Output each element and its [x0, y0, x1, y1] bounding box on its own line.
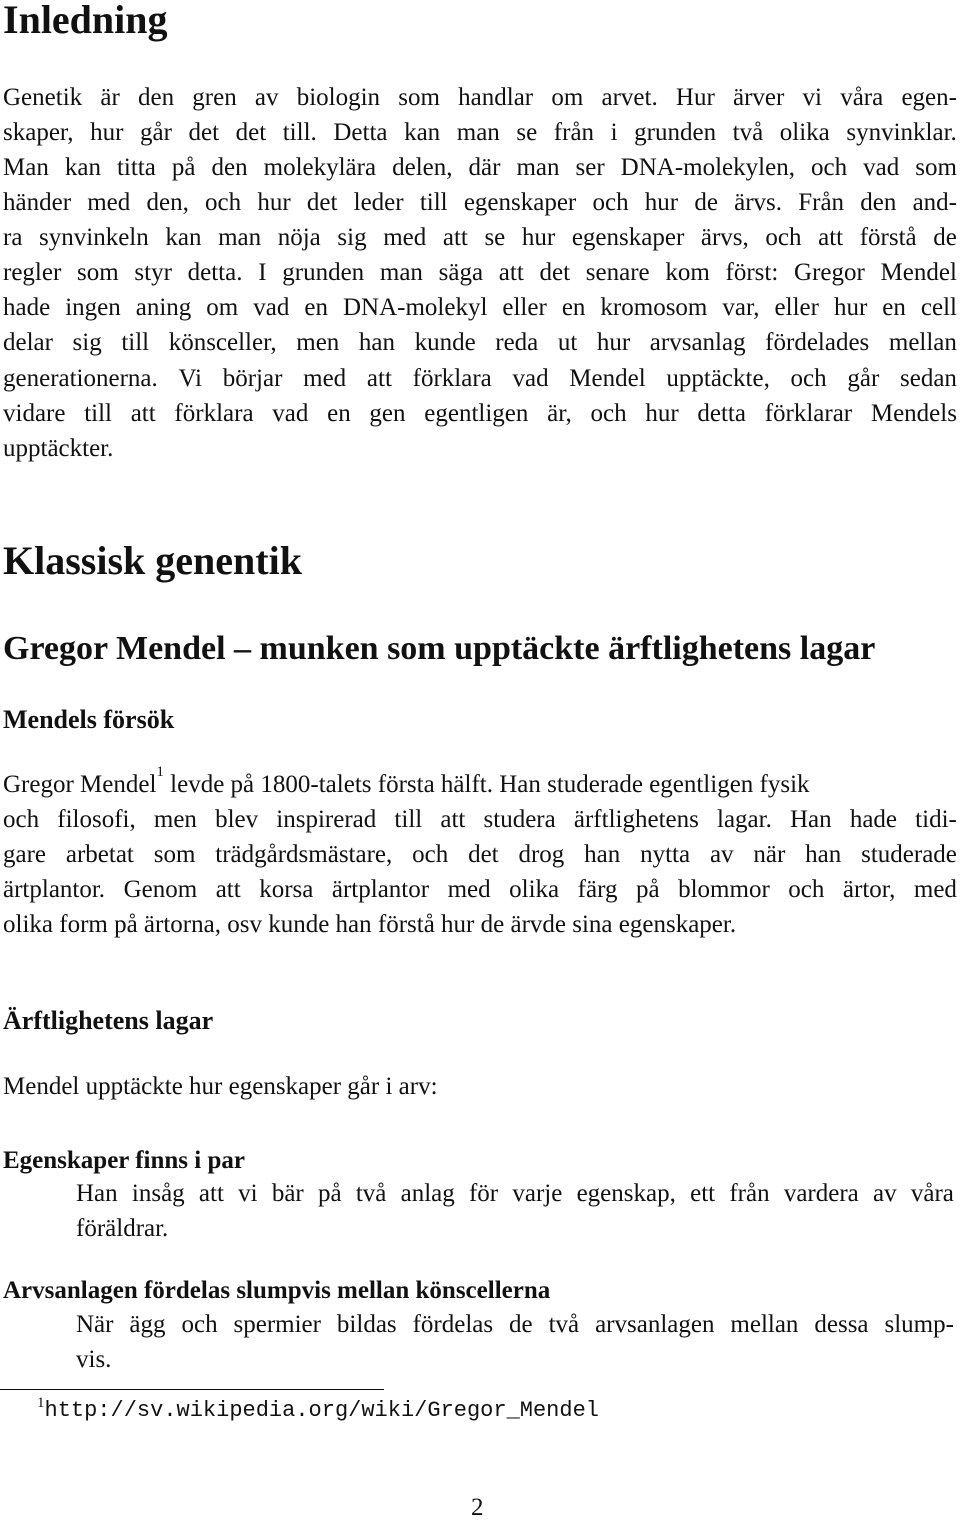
forsok-first-line	[3, 764, 957, 798]
item1-title: Egenskaper finns i par	[3, 1147, 245, 1174]
paragraph-line: hade ingen aning om vad en DNA-molekyl eller en kromosom var, eller hur en cell	[3, 294, 957, 321]
subsubsection-heading-lagar: Ärftlighetens lagar	[3, 1006, 214, 1035]
paragraph-line: ra synvinkeln kan man nöja sig med att se hur egenskaper ärvs, och att förstå de	[3, 224, 957, 251]
paragraph-line: vis.	[76, 1346, 112, 1373]
paragraph-line: ärtplantor. Genom att korsa ärtplantor med olika färg på blommor och ärtor, med	[3, 876, 957, 903]
paragraph-line: När ägg och spermier bildas fördelas de två arvsanlagen mellan dessa slump-	[76, 1311, 954, 1338]
footnote-mark: 1	[37, 1395, 45, 1411]
lagar-intro: Mendel upptäckte hur egenskaper går i arv:	[3, 1073, 438, 1100]
forsok-line1-a: Gregor Mendel	[3, 771, 157, 798]
paragraph-line: gare arbetat som trädgårdsmästare, och det drog han nytta av när han studerade	[3, 841, 957, 868]
paragraph-line: upptäckter.	[3, 435, 114, 462]
paragraph-line: Genetik är den gren av biologin som handlar om arvet. Hur ärver vi våra egen-	[3, 84, 957, 111]
footnote-reference: 1	[156, 764, 164, 780]
paragraph-line: generationerna. Vi börjar med att förklara vad Mendel upptäckte, och går sedan	[3, 365, 957, 392]
subsection-heading-mendel: Gregor Mendel – munken som upptäckte ärftlighetens lagar	[3, 630, 876, 667]
paragraph-line: delar sig till könsceller, men han kunde reda ut hur arvsanlag fördelades mellan	[3, 329, 957, 356]
paragraph-line: vidare till att förklara vad en gen egentligen är, och hur detta förklarar Mendels	[3, 400, 957, 427]
paragraph-line: Han insåg att vi bär på två anlag för varje egenskap, ett från vardera av våra	[76, 1180, 954, 1207]
footnote	[37, 1395, 599, 1423]
section-heading-inledning: Inledning	[3, 0, 168, 42]
subsubsection-heading-forsok: Mendels försök	[3, 705, 175, 734]
footnote-url[interactable]: http://sv.wikipedia.org/wiki/Gregor_Mendel	[44, 1398, 599, 1423]
section-heading-klassisk: Klassisk genentik	[3, 538, 302, 583]
paragraph-line: Man kan titta på den molekylära delen, där man ser DNA-molekylen, och vad som	[3, 154, 957, 181]
paragraph-line: föräldrar.	[76, 1215, 169, 1242]
paragraph-line: skaper, hur går det det till. Detta kan man se från i grunden två olika synvinklar.	[3, 119, 957, 146]
footnote-rule	[0, 1389, 384, 1390]
forsok-line1-b: levde på 1800-talets första hälft. Han studerade egentligen fysik	[163, 771, 810, 798]
paragraph-line: och filosofi, men blev inspirerad till att studera ärftlighetens lagar. Han hade tidi-	[3, 806, 957, 833]
paragraph-line: händer med den, och hur det leder till egenskaper och hur de ärvs. Från den and-	[3, 189, 957, 216]
paragraph-line: regler som styr detta. I grunden man säga att det senare kom först: Gregor Mendel	[3, 259, 957, 286]
paragraph-line: olika form på ärtorna, osv kunde han förstå hur de ärvde sina egenskaper.	[3, 911, 737, 938]
item2-title: Arvsanlagen fördelas slumpvis mellan könscellerna	[3, 1277, 551, 1304]
page-number: 2	[471, 1494, 484, 1521]
